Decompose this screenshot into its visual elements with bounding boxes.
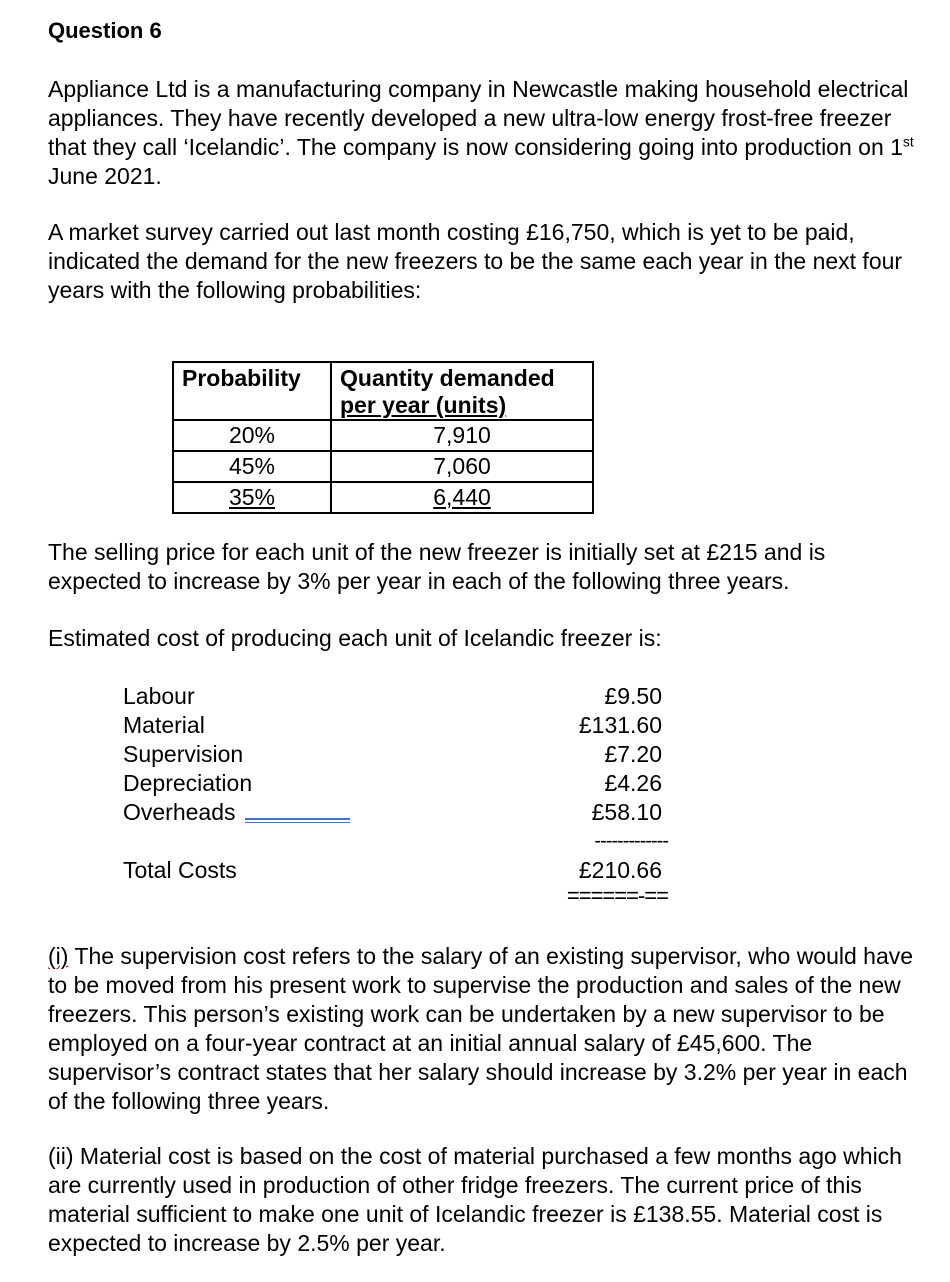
cost-row-depreciation xyxy=(123,769,668,798)
question-title: Question 6 xyxy=(48,18,162,43)
pricing-paragraph: The selling price for each unit of the new freezer is initially set at £215 and is expected to increase by 3% per year in each of the following three years. xyxy=(48,539,826,594)
table-row xyxy=(173,420,593,451)
total-value: £210.66 xyxy=(578,857,662,883)
cost-value: £131.60 xyxy=(578,712,662,738)
underline-mark xyxy=(245,822,350,823)
intro-text: Appliance Ltd is a manufacturing company in Newcastle making household electrical appliances. They have recently developed a new ultra-low energy frost-free freezer that they call ‘Icelandic’. The company is now considering going into production on 1 xyxy=(48,76,909,160)
cost-label: Labour xyxy=(123,683,195,709)
cost-label: Supervision xyxy=(123,741,244,767)
double-rule-row xyxy=(123,885,668,914)
intro-superscript: st xyxy=(902,133,914,150)
quantity-cell: 7,060 xyxy=(331,451,593,482)
cost-label: Material xyxy=(123,712,205,738)
intro-paragraph xyxy=(48,75,918,191)
cost-breakdown xyxy=(123,682,668,914)
probability-cell: 35% xyxy=(173,482,331,513)
document-body xyxy=(48,16,918,305)
probability-cell: 45% xyxy=(173,451,331,482)
separator-row xyxy=(123,827,668,856)
note-i-text: The supervision cost refers to the salary of an existing supervisor, who would have to be moved from his present work to supervise the production and sales of the new freezers. This person’s existing work can be undertaken by a new supervisor to be employed on a four-year contract at an initial annual salary of £45,600. The supervisor’s contract states that her salary should increase by 3.2% per year in each of the following three years. xyxy=(48,943,914,1114)
note-i-paragraph xyxy=(48,942,918,1116)
cost-value: £58.10 xyxy=(591,799,662,825)
header-probability: Probability xyxy=(173,362,331,420)
cost-row-material xyxy=(123,711,668,740)
note-i-marker: (i) xyxy=(48,943,69,969)
table-row xyxy=(173,451,593,482)
cost-intro-paragraph: Estimated cost of producing each unit of Icelandic freezer is: xyxy=(48,625,662,651)
intro-text-end: June 2021. xyxy=(48,163,162,189)
cost-row-overheads xyxy=(123,798,668,827)
cost-row-labour xyxy=(123,682,668,711)
cost-value: £7.20 xyxy=(604,741,662,767)
table-header-row xyxy=(173,362,593,420)
survey-paragraph: A market survey carried out last month costing £16,750, which is yet to be paid, indicated the demand for the new freezers to be the same each year in the next four years with the following probabilities: xyxy=(48,219,903,303)
underline-mark xyxy=(245,818,350,820)
cost-value: £4.26 xyxy=(604,770,662,796)
double-rule: ======-== xyxy=(566,883,668,908)
cost-row-supervision xyxy=(123,740,668,769)
cost-label: Depreciation xyxy=(123,770,253,796)
cost-value: £9.50 xyxy=(604,683,662,709)
probability-cell: 20% xyxy=(173,420,331,451)
cost-label: Overheads xyxy=(123,799,236,825)
note-ii-paragraph: (ii) Material cost is based on the cost of material purchased a few months ago which are currently used in production of other fridge freezers. The current price of this material sufficient to make one unit of Icelandic freezer is £138.55. Material cost is expected to increase by 2.5% per year. xyxy=(48,1143,902,1256)
dashed-separator: ------------- xyxy=(594,830,668,852)
demand-probability-table xyxy=(172,361,594,514)
table-row xyxy=(173,482,593,513)
total-label: Total Costs xyxy=(123,857,237,883)
quantity-cell: 7,910 xyxy=(331,420,593,451)
header-quantity: Quantity demanded per year (units) xyxy=(331,362,593,420)
quantity-cell: 6,440 xyxy=(331,482,593,513)
